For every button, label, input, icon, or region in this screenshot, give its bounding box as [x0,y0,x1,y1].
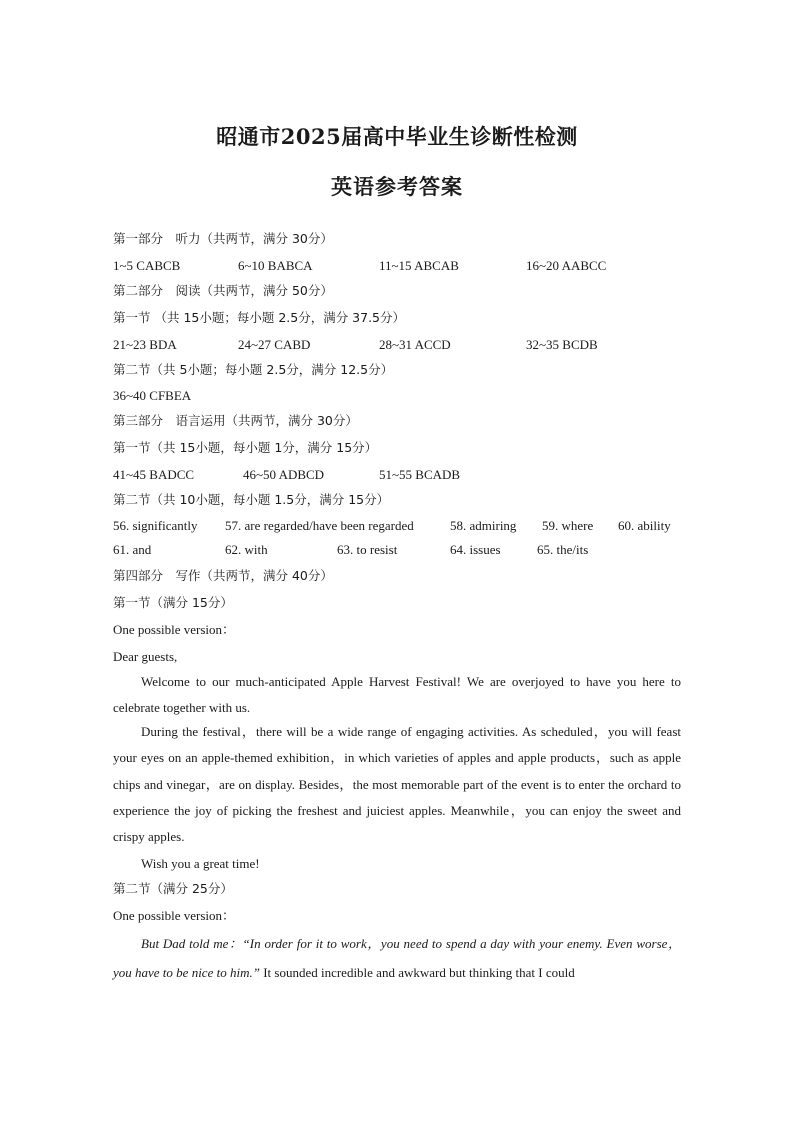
answer-group: 32~35 BCDB [526,337,598,352]
answer-group: 16~20 AABCC [526,258,607,273]
answer-item: 65. the/its [537,542,589,557]
answer-group: 41~45 BADCC [113,467,195,482]
answer-item: 63. to resist [337,542,398,557]
answer-group: 36~40 CFBEA [113,388,192,403]
answer-group: 46~50 ADBCD [243,467,325,482]
answer-group: 11~15 ABCAB [379,258,459,273]
document-subtitle: 英语参考答案 [331,174,463,199]
answer-item: 59. where [542,518,594,533]
answer-group: 51~55 BCADB [379,467,461,482]
letter-closing: Wish you a great time! [141,856,260,871]
answer-item: 60. ability [618,518,671,533]
answer-group: 28~31 ACCD [379,337,451,352]
part3-section2-heading: 第二节（共 10小题，每小题 1.5分，满分 15分） [113,492,390,507]
answer-item: 61. and [113,542,152,557]
answer-item: 58. admiring [450,518,517,533]
part2-section2-heading: 第二节（共 5小题；每小题 2.5分，满分 12.5分） [113,362,394,377]
part1-heading: 第一部分 听力（共两节，满分 30分） [113,231,333,246]
quoted-text: But Dad told me：“In order for it to work，you need to spend a day with your enemy. Even worse，you have to be nice to him.” [113,936,681,980]
part4-section2-heading: 第二节（满分 25分） [113,881,233,896]
answer-group: 6~10 BABCA [238,258,313,273]
continuation-paragraph [113,929,681,987]
answer-group: 21~23 BDA [113,337,177,352]
part4-section1-heading: 第一节（满分 15分） [113,595,233,610]
letter-greeting: Dear guests, [113,649,178,664]
answer-item: 56. significantly [113,518,198,533]
part2-section1-heading: 第一节 （共 15小题；每小题 2.5分，满分 37.5分） [113,310,406,325]
answer-item: 57. are regarded/have been regarded [225,518,414,533]
version-label: One possible version： [113,908,236,923]
part4-heading: 第四部分 写作（共两节，满分 40分） [113,568,333,583]
part3-section1-heading: 第一节（共 15小题，每小题 1分，满分 15分） [113,440,378,455]
essay-paragraph: Welcome to our much-anticipated Apple Harvest Festival! We are overjoyed to have you here to celebrate together with us. [113,674,681,716]
version-label: One possible version： [113,622,236,637]
essay-paragraph: During the festival，there will be a wide range of engaging activities. As scheduled，you will feast your eyes on an apple-themed exhibition，in which varieties of apples and apple products，such as apple chips and vinegar，are on display. Besides，the most memorable part of the event is to enter the orchard to experience the joy of picking the freshest and juiciest apples. Meanwhile，you can enjoy the sweet and crispy apples. [113,724,681,845]
answer-item: 64. issues [450,542,501,557]
paragraph-text: It sounded incredible and awkward but thinking that I could [259,965,575,980]
part3-heading: 第三部分 语言运用（共两节，满分 30分） [113,413,358,428]
part2-heading: 第二部分 阅读（共两节，满分 50分） [113,283,333,298]
answer-group: 1~5 CABCB [113,258,181,273]
answer-group: 24~27 CABD [238,337,311,352]
document-title: 昭通市2025届高中毕业生诊断性检测 [216,124,578,149]
answer-item: 62. with [225,542,268,557]
